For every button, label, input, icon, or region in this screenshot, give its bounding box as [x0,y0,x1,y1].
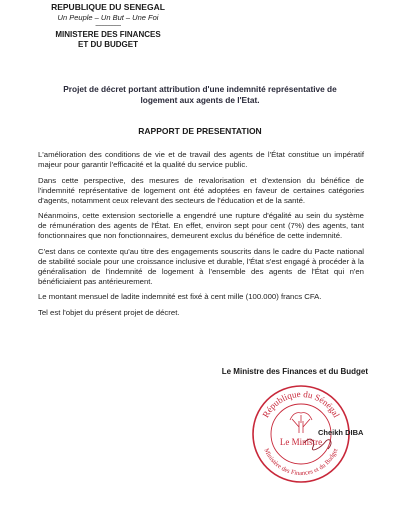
paragraph: C'est dans ce contexte qu'au titre des engagements souscrits dans le cadre du Pacte national de stabilité sociale pour une croissance inclusive et durable, l'État s'est engagé à procéder à la généralisation de l'indemnité de logement à l'ensemble des agents de l'État qui n'en bénéficiaient pas antérieurement. [38,246,364,286]
signatory-title: Le Ministre des Finances et du Budget [221,367,368,376]
stamp-top-text: République du Sénégal [260,388,342,420]
national-motto: Un Peuple – Un But – Une Foi [57,13,159,22]
paragraph: Tel est l'objet du présent projet de décret. [38,307,180,317]
document-title-line2: logement aux agents de l'Etat. [140,95,260,105]
paragraph: Néanmoins, cette extension sectorielle a engendré une rupture d'égalité au sein du système de rémunération des agents de l'État. En effet, environ sept pour cent (7%) des agents, tant fonctionnaires que non fonctionnaires, demeurent exclus du bénéfice de cette indemnité. [38,211,364,240]
paragraph: Dans cette perspective, des mesures de revalorisation et d'extension du bénéfice de l'indemnité représentative de logement ont été adoptées en faveur de certaines catégories d'agents, notamment ceux relevant des secteurs de l'éducation et de la santé. [38,175,364,205]
header-separator: ----------------- [95,23,121,29]
stamp-bottom-text: Ministère des Finances et du Budget [262,447,340,478]
ministry-name-line1: MINISTERE DES FINANCES [55,30,161,39]
document-subtitle: RAPPORT DE PRESENTATION [138,126,262,136]
stamp-center-text: Le Ministre [279,437,323,447]
ministry-name-line2: ET DU BUDGET [78,40,138,49]
document-title-line1: Projet de décret portant attribution d'une indemnité représentative de [63,84,337,94]
paragraph: Le montant mensuel de ladite indemnité est fixé à cent mille (100.000) francs CFA. [38,292,322,301]
signatory-name: Cheikh DIBA [318,428,364,437]
document-title [50,84,350,106]
document-body [38,150,364,323]
country-name: REPUBLIQUE DU SENEGAL [51,2,165,12]
letterhead [48,2,168,50]
paragraph: L'amélioration des conditions de vie et de travail des agents de l'État constitue un impératif majeur pour garantir l'efficacité et la qualité du service public. [38,150,364,169]
baobab-emblem-icon [290,413,312,433]
